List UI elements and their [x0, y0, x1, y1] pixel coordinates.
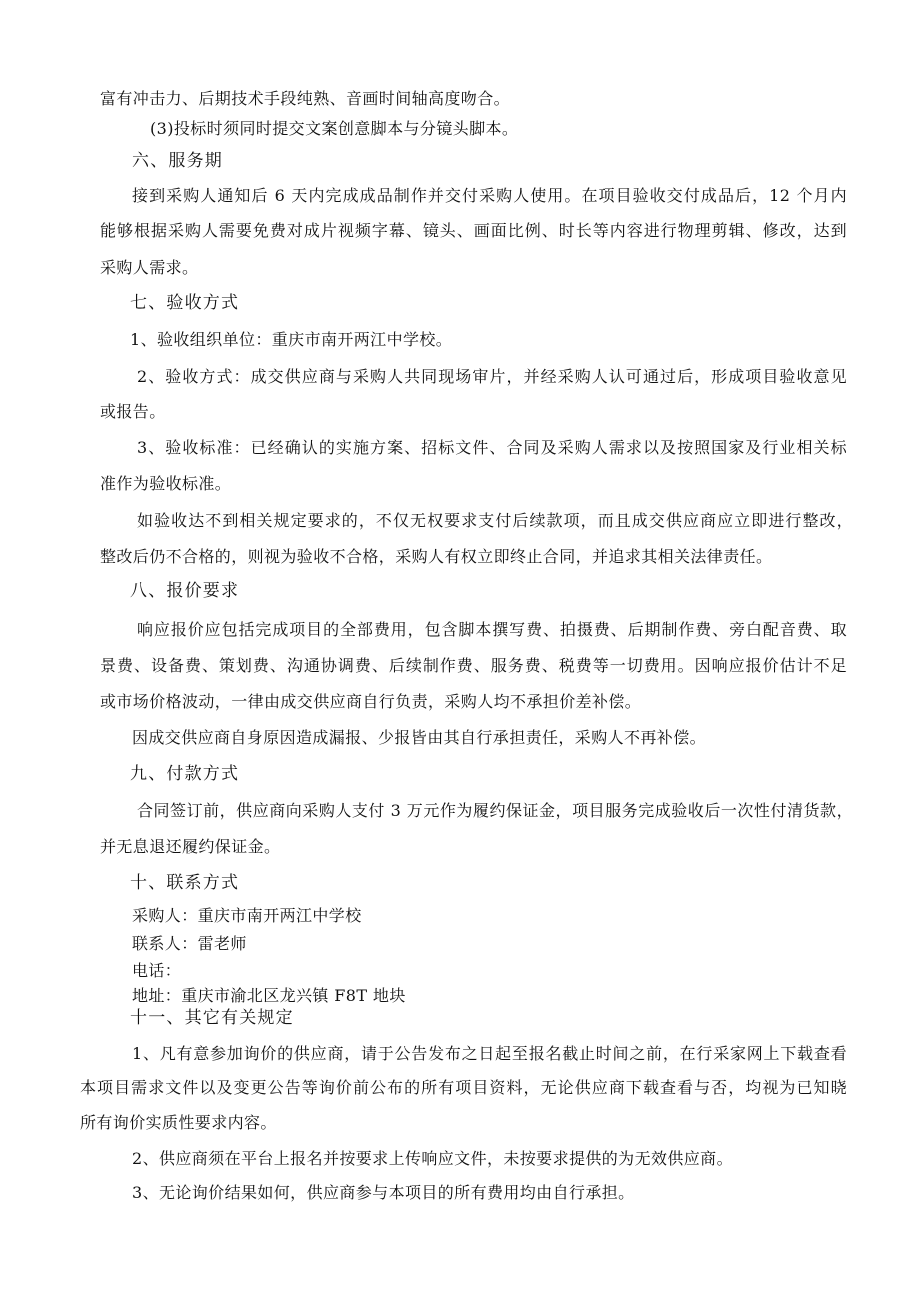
quotation-p1-line-3: 或市场价格波动，一律由成交供应商自行负责，采购人均不承担价差补偿。: [100, 692, 642, 711]
acceptance-note-line-1: 如验收达不到相关规定要求的，不仅无权要求支付后续款项，而且成交供应商应立即进行整改，: [137, 511, 853, 530]
other-item-3: 3、无论询价结果如何，供应商参与本项目的所有费用均由自行承担。: [132, 1183, 635, 1202]
service-period-line-3: 采购人需求。: [100, 258, 199, 277]
quotation-p1-line-2: 景费、设备费、策划费、沟通协调费、后续制作费、服务费、税费等一切费用。因响应报价估计不足: [100, 656, 847, 675]
acceptance-item-2-line-1: 2、验收方式：成交供应商与采购人共同现场审片，并经采购人认可通过后，形成项目验收意见: [137, 367, 847, 386]
section-heading-quotation: 八、报价要求: [130, 581, 240, 601]
section-heading-acceptance: 七、验收方式: [130, 293, 240, 313]
payment-line-2: 并无息退还履约保证金。: [100, 837, 281, 856]
intro-line-2: (3)投标时须同时提交文案创意脚本与分镜头脚本。: [150, 119, 519, 138]
contact-phone: 电话：: [132, 961, 182, 980]
other-item-1-line-1: 1、凡有意参加询价的供应商，请于公告发布之日起至报名截止时间之前，在行采家网上下载查看: [132, 1044, 847, 1063]
acceptance-item-2-line-2: 或报告。: [100, 402, 166, 421]
service-period-line-2: 能够根据采购人需要免费对成片视频字幕、镜头、画面比例、时长等内容进行物理剪辑、修改，达到: [100, 221, 847, 240]
contact-address: 地址：重庆市渝北区龙兴镇 F8T 地块: [132, 986, 406, 1005]
payment-line-1: 合同签订前，供应商向采购人支付 3 万元作为履约保证金，项目服务完成验收后一次性付清货款，: [137, 801, 853, 820]
acceptance-item-1: 1、验收组织单位：重庆市南开两江中学校。: [130, 330, 453, 349]
section-heading-contact: 十、联系方式: [130, 873, 240, 893]
other-item-1-line-2: 本项目需求文件以及变更公告等询价前公布的所有项目资料，无论供应商下载查看与否，均视为已知晓: [80, 1078, 847, 1097]
acceptance-note-line-2: 整改后仍不合格的，则视为验收不合格，采购人有权立即终止合同，并追求其相关法律责任。: [100, 547, 773, 566]
acceptance-item-3-line-2: 准作为验收标准。: [100, 474, 232, 493]
contact-person: 联系人：雷老师: [132, 934, 247, 953]
other-item-2: 2、供应商须在平台上报名并按要求上传响应文件，未按要求提供的为无效供应商。: [132, 1149, 733, 1168]
service-period-line-1: 接到采购人通知后 6 天内完成成品制作并交付采购人使用。在项目验收交付成品后，12 个月内: [132, 186, 847, 205]
intro-line-1: 富有冲击力、后期技术手段纯熟、音画时间轴高度吻合。: [100, 89, 511, 108]
section-heading-payment: 九、付款方式: [130, 764, 240, 784]
section-heading-service-period: 六、服务期: [132, 151, 223, 171]
section-heading-other: 十一、其它有关规定: [130, 1008, 294, 1028]
acceptance-item-3-line-1: 3、验收标准：已经确认的实施方案、招标文件、合同及采购人需求以及按照国家及行业相关标: [137, 438, 847, 457]
quotation-p2: 因成交供应商自身原因造成漏报、少报皆由其自行承担责任，采购人不再补偿。: [132, 728, 707, 747]
quotation-p1-line-1: 响应报价应包括完成项目的全部费用，包含脚本撰写费、拍摄费、后期制作费、旁白配音费、取: [137, 620, 847, 639]
contact-purchaser: 采购人：重庆市南开两江中学校: [132, 906, 362, 925]
other-item-1-line-3: 所有询价实质性要求内容。: [80, 1113, 277, 1132]
